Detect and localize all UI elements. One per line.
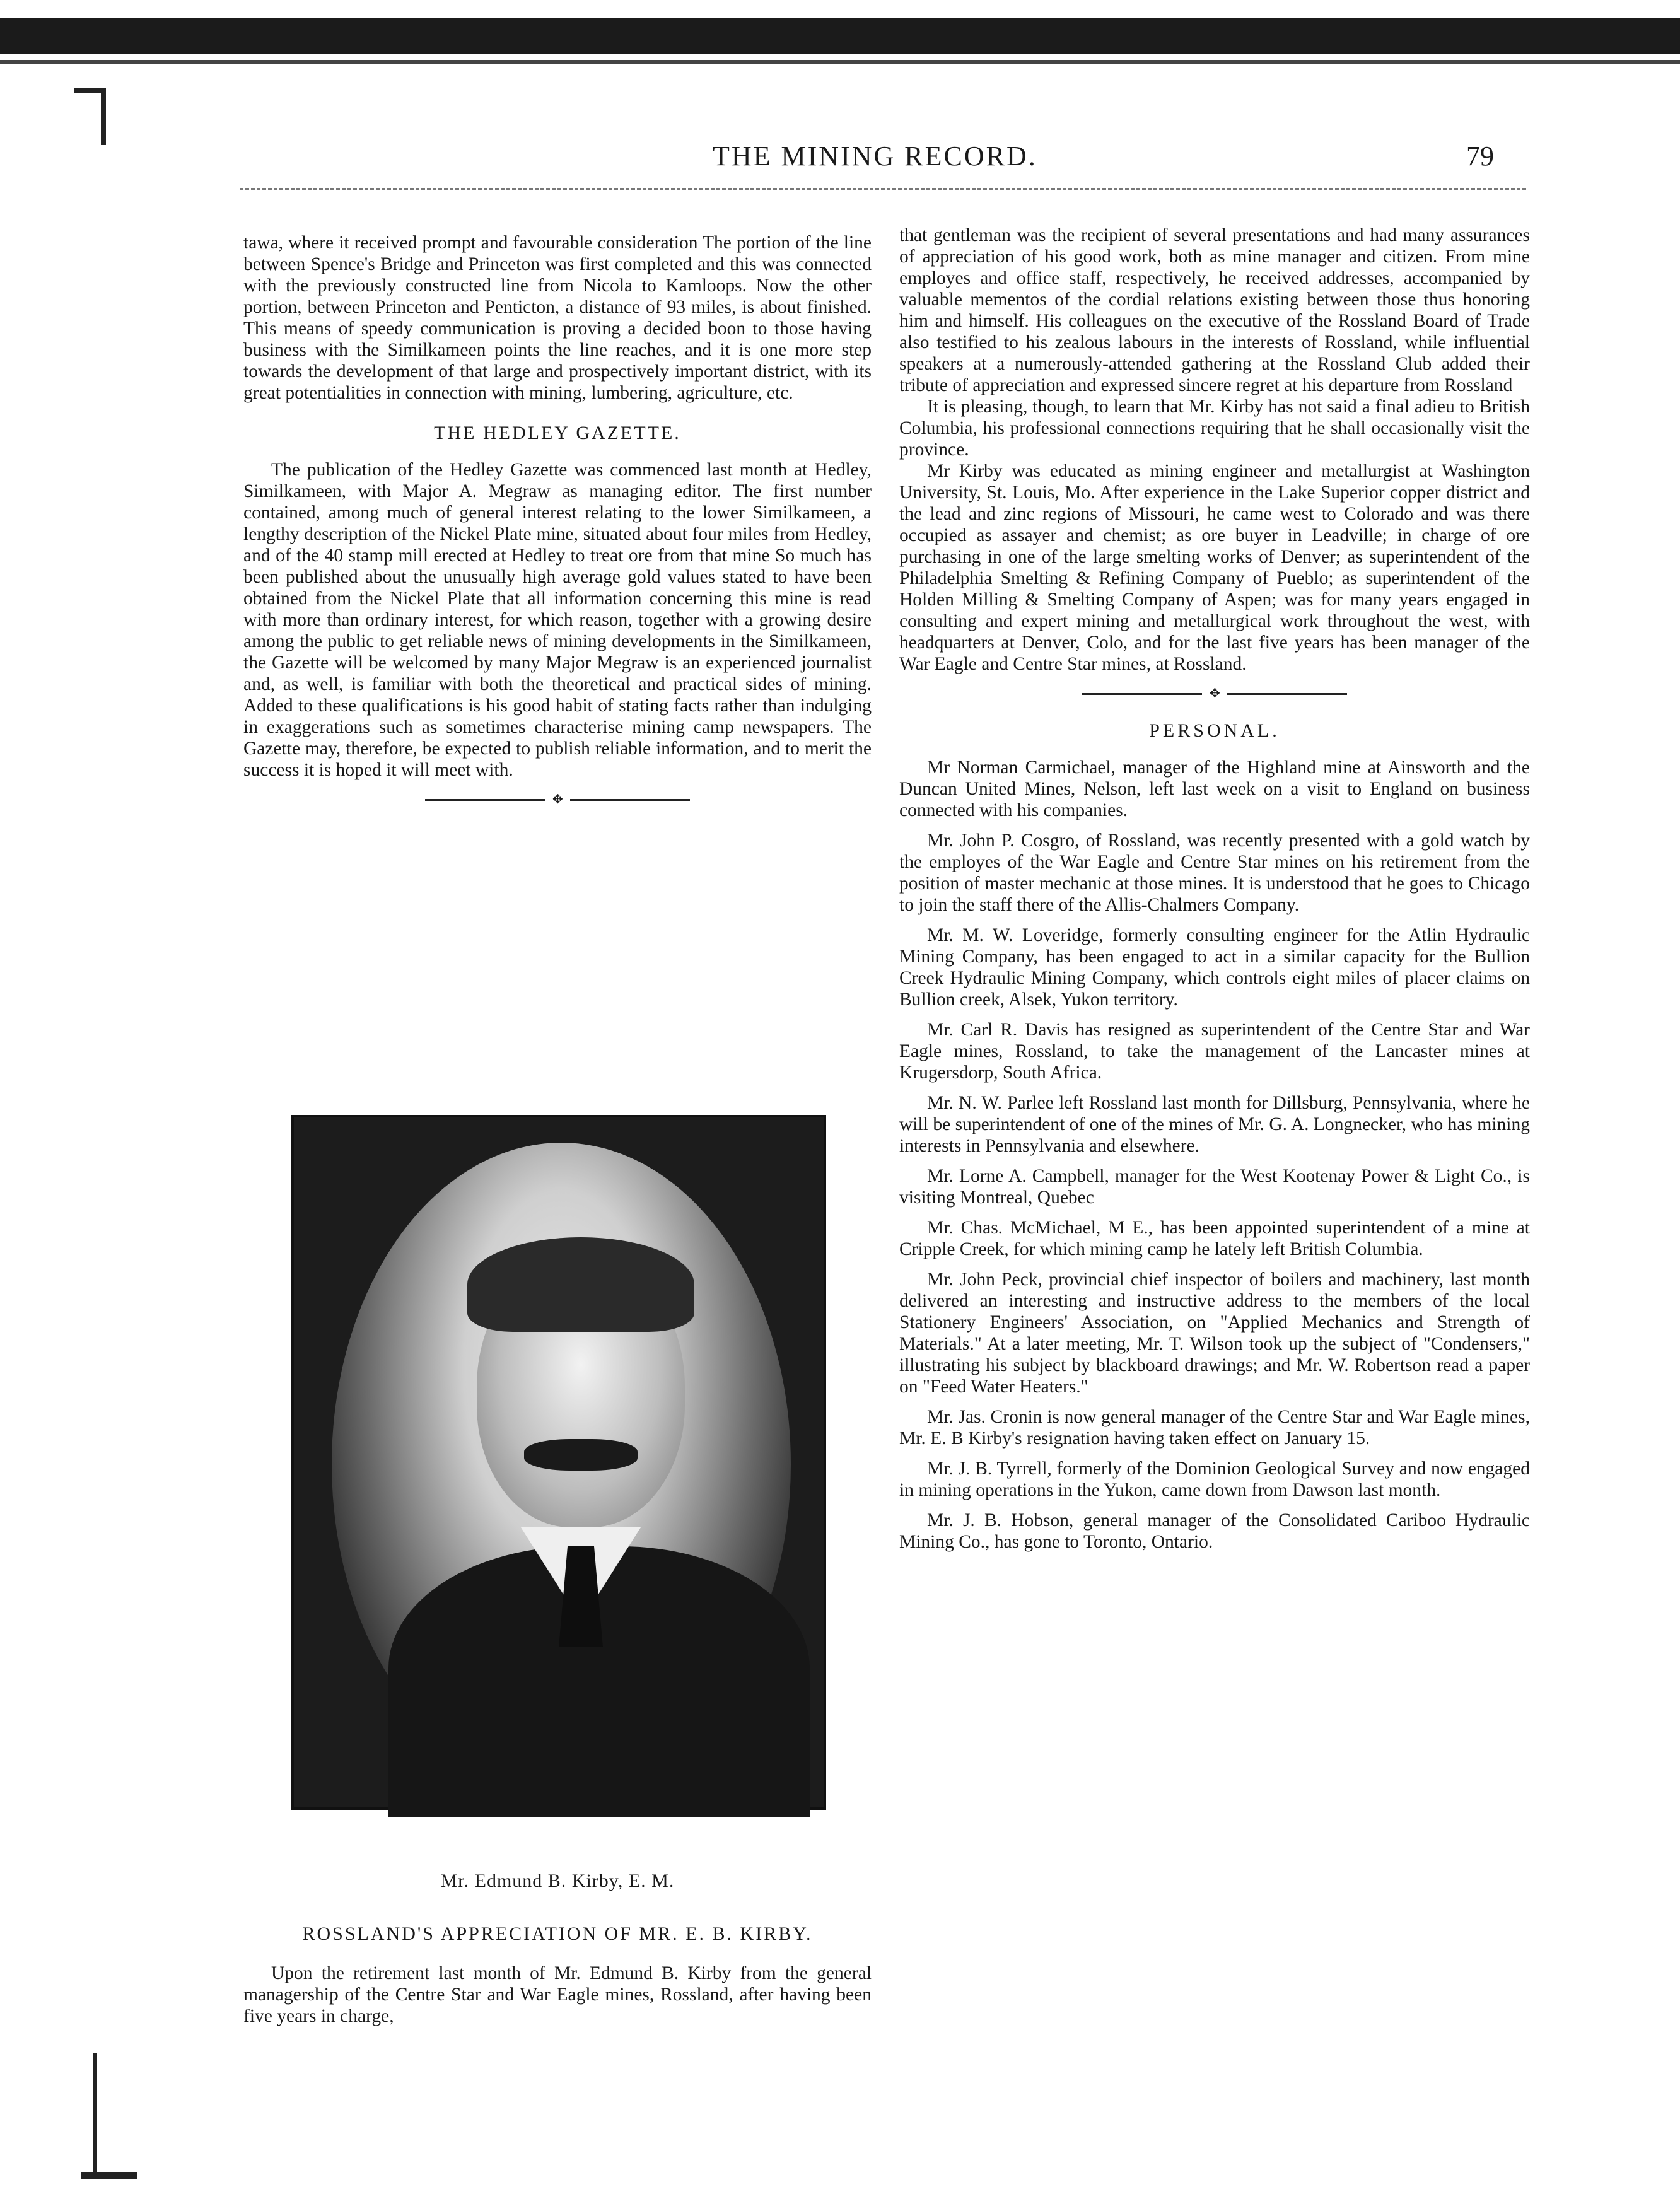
section-heading-personal: PERSONAL. <box>1149 720 1280 741</box>
personal-item: Mr. Lorne A. Campbell, manager for the West Kootenay Power & Light Co., is visiting Montreal, Quebec <box>899 1166 1530 1208</box>
paragraph-railway: tawa, where it received prompt and favourable consideration The portion of the line between Spence's Bridge and Princeton was first completed and this was connected with the previously constructed line from Nicola to Kamloops. Now the other portion, between Princeton and Penticton, a distance of 93 miles, is about finished. This means of speedy communication is proving a decided boon to those having business with the Similkameen points the line reaches, and it is one more step towards the development of that large and prospectively important district, with its great potentialities in connection with mining, lumbering, agriculture, etc. <box>243 233 872 403</box>
personal-notes-list <box>899 757 1530 1553</box>
personal-item: Mr. John P. Cosgro, of Rossland, was recently presented with a gold watch by the employes of the War Eagle and Centre Star mines on his retirement from the position of master mechanic at those mines. It is understood that he goes to Chicago to join the staff there of the Allis-Chalmers Company. <box>899 831 1530 915</box>
paragraph-kirby-cont-3: Mr Kirby was educated as mining engineer and metallurgist at Washington University, St. Louis, Mo. After experience in the Lake Superior copper district and the lead and zinc regions of Missouri, he came west to Colorado and was there occupied as assayer and chemist; as ore buyer in Leadville; in charge of ore purchasing in one of the large smelting works of Denver; as superintendent of the Philadelphia Smelting & Refining Company of Pueblo; as superintendent of the Holden Milling & Smelting Company of Aspen; was for many years engaged in consulting and expert mining and metallurgical work throughout the west, with headquarters at Denver, Colo, and for the last five years has been manager of the War Eagle and Centre Star mines, at Rossland. <box>899 461 1530 674</box>
scan-corner-mark <box>74 88 106 93</box>
portrait-hair <box>467 1237 694 1332</box>
header-rule <box>240 188 1526 192</box>
kirby-article-start <box>243 1962 872 2027</box>
right-column <box>899 225 1530 1561</box>
section-heading-hedley-gazette: THE HEDLEY GAZETTE. <box>434 423 681 443</box>
portrait-moustache <box>524 1439 638 1471</box>
personal-item: Mr. J. B. Hobson, general manager of the Consolidated Cariboo Hydraulic Mining Co., has gone to Toronto, Ontario. <box>899 1510 1530 1552</box>
scan-corner-mark <box>101 88 106 145</box>
personal-item: Mr. Jas. Cronin is now general manager of the Centre Star and War Eagle mines, Mr. E. B Kirby's resignation having taken effect on January 15. <box>899 1407 1530 1449</box>
paragraph-kirby-start: Upon the retirement last month of Mr. Edmund B. Kirby from the general managership of the Centre Star and War Eagle mines, Rossland, after having been five years in charge, <box>243 1963 872 2026</box>
scan-top-border <box>0 18 1680 54</box>
personal-item: Mr. Chas. McMichael, M E., has been appointed superintendent of a mine at Cripple Creek, for which mining camp he lately left British Columbia. <box>899 1218 1530 1259</box>
personal-item: Mr. N. W. Parlee left Rossland last month for Dillsburg, Pennsylvania, where he will be superintendent of one of the mines of Mr. G. A. Longnecker, who has mining interests in Pennsylvania and elsewhere. <box>899 1093 1530 1156</box>
portrait-oval-frame <box>332 1143 791 1786</box>
left-column <box>243 232 872 819</box>
personal-item: Mr. John Peck, provincial chief inspector of boilers and machinery, last month delivered an interesting and instructive address to the members of the local Stationery Engineers' Association, on "Applied Mechanics and Strength of Materials." At a later meeting, Mr. T. Wilson took up the subject of "Condensers," illustrating his subject by blackboard drawings; and Mr. W. Robertson read a paper on "Feed Water Heaters." <box>899 1269 1530 1397</box>
personal-item: Mr. M. W. Loveridge, formerly consulting engineer for the Atlin Hydraulic Mining Company, has been engaged to act in a similar capacity for the Bullion Creek Hydraulic Mining Company, which controls eight miles of placer claims on Bullion creek, Alsek, Yukon territory. <box>899 925 1530 1010</box>
scan-corner-mark <box>93 2053 97 2179</box>
scan-corner-mark <box>81 2172 137 2179</box>
personal-item: Mr. Carl R. Davis has resigned as superintendent of the Centre Star and War Eagle mines, Rossland, to take the management of the Lancaster mines at Krugersdorp, South Africa. <box>899 1020 1530 1083</box>
personal-item: Mr Norman Carmichael, manager of the Highland mine at Ainsworth and the Duncan United Mines, Nelson, left last week on a visit to England on business connected with his companies. <box>899 757 1530 820</box>
ornamental-rule: ✥ <box>1082 686 1347 701</box>
scan-top-border-thin <box>0 60 1680 64</box>
paragraph-hedley-gazette: The publication of the Hedley Gazette was commenced last month at Hedley, Similkameen, with Major A. Megraw as managing editor. The first number contained, among much of general interest relating to the lower Similkameen, a lengthy description of the Nickel Plate mine, situated about four miles from Hedley, and of the 40 stamp mill erected at Hedley to treat ore from that mine So much has been published about the unusually high average gold values stated to have been obtained from the Nickel Plate that all information concerning this mine is read with more than ordinary interest, for which reason, together with a growing desire among the public to get reliable news of mining developments in the Similkameen, the Gazette will be welcomed by many Major Megraw is an experienced journalist and, as well, is familiar with both the theoretical and practical sides of mining. Added to these qualifications is his good habit of stating facts rather than indulging in exaggerations such as sometimes characterise mining camp newspapers. The Gazette may, therefore, be expected to publish reliable information, and to merit the success it is hoped it will meet with. <box>243 460 872 780</box>
section-heading-kirby: ROSSLAND'S APPRECIATION OF MR. E. B. KIRBY. <box>302 1923 813 1944</box>
running-title: THE MINING RECORD. <box>713 141 1037 172</box>
page-number: 79 <box>1466 141 1494 172</box>
ornamental-rule: ✥ <box>425 792 690 807</box>
personal-item: Mr. J. B. Tyrrell, formerly of the Dominion Geological Survey and now engaged in mining operations in the Yukon, came down from Dawson last month. <box>899 1459 1530 1500</box>
paragraph-kirby-cont-1: that gentleman was the recipient of several presentations and had many assurances of appreciation of his good work, both as mine manager and citizen. From mine employes and office staff, respectively, he received addresses, accompanied by valuable mementos of the cordial relations existing between those thus honoring him and himself. His colleagues on the executive of the Rossland Board of Trade also testified to his zealous labours in the interests of Rossland, while influential speakers at a numerously-attended gathering at the Rossland Club added their tribute of appreciation and expressed sincere regret at his departure from Rossland <box>899 225 1530 395</box>
portrait-caption: Mr. Edmund B. Kirby, E. M. <box>440 1870 675 1891</box>
portrait-photo <box>291 1115 826 1810</box>
paragraph-kirby-cont-2: It is pleasing, though, to learn that Mr. Kirby has not said a final adieu to British Columbia, his professional connections requiring that he shall occasionally visit the province. <box>899 397 1530 460</box>
